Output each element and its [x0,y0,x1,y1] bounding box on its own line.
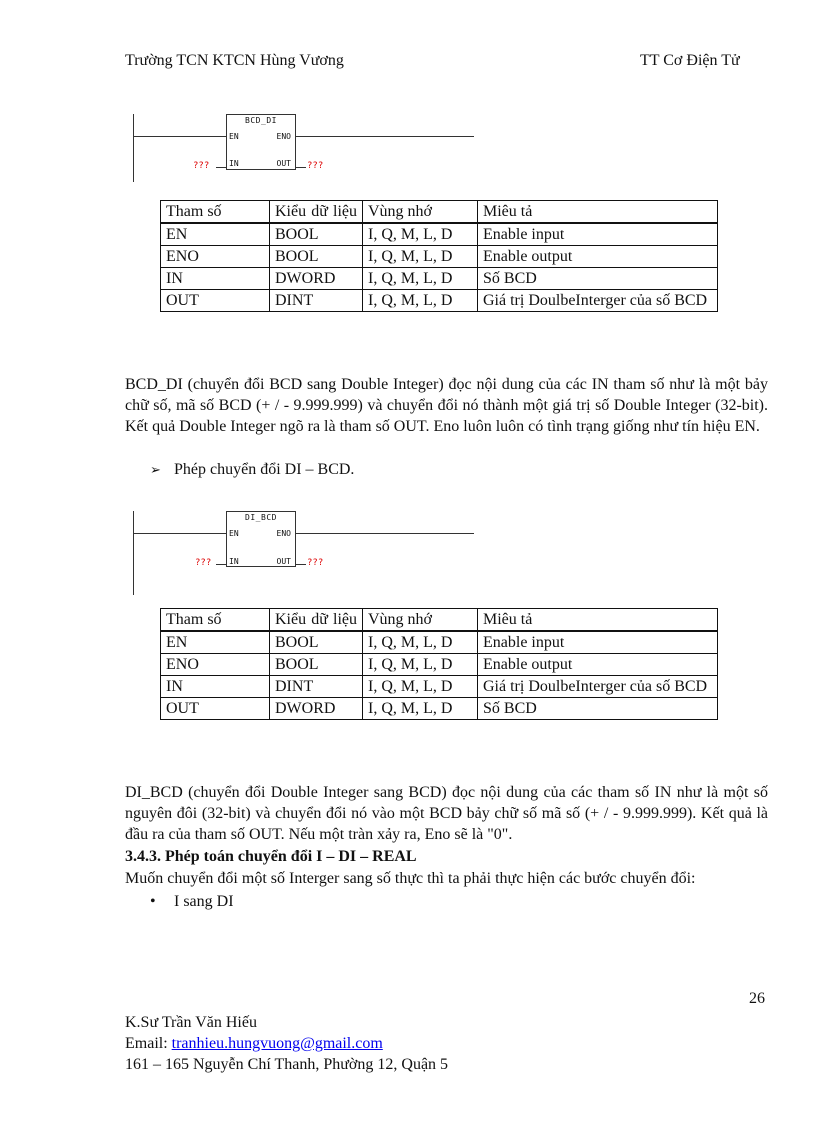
input-stub [216,167,226,168]
footer-author: K.Sư Trần Văn Hiếu [125,1014,257,1031]
table-cell: DINT [270,290,363,312]
table-cell: IN [161,268,270,290]
section-title: 3.4.3. Phép toán chuyển đổi I – DI – REAL [125,848,417,865]
table-cell: I, Q, M, L, D [363,268,478,290]
table-cell: I, Q, M, L, D [363,676,478,698]
power-rail [133,511,134,595]
table-cell: Giá trị DoulbeInterger của số BCD [478,290,718,312]
bullet-item [150,461,354,479]
paragraph-bcd-di: BCD_DI (chuyển đổi BCD sang Double Integer) đọc nội dung của các IN tham số như là một bảy chữ số, mã số BCD (+ / - 9.999.999) và chuyển đổi nó thành một giá trị số Double Integer (32-bit). Kết quả Double Integer ngõ ra là tham số OUT. Eno luôn luôn có tình trạng giống như tín hiệu EN. [125,376,768,435]
input-placeholder: ??? [193,161,210,171]
function-block-box [226,511,296,567]
table-row [161,290,718,312]
table-row [161,654,718,676]
table-cell: ENO [161,654,270,676]
dot-bullet-icon: • [150,893,156,910]
pin-out: OUT [276,159,291,168]
table-cell: I, Q, M, L, D [363,698,478,720]
page-number: 26 [749,990,765,1007]
block-name: DI_BCD [245,513,277,522]
paragraph-intro: Muốn chuyển đổi một số Interger sang số thực thì ta phải thực hiện các bước chuyển đổi: [125,870,696,887]
table-cell: I, Q, M, L, D [363,290,478,312]
pin-in: IN [229,159,239,168]
table-cell: BOOL [270,631,363,654]
table-row [161,631,718,654]
table-cell: I, Q, M, L, D [363,246,478,268]
table-cell: DWORD [270,268,363,290]
table-cell: Số BCD [478,268,718,290]
table-header-cell: Miêu tả [478,609,718,632]
table-cell: EN [161,223,270,246]
table-cell: BOOL [270,246,363,268]
pin-eno: ENO [276,529,291,538]
output-stub [296,564,306,565]
bullet-item [150,893,234,911]
table-header-row [161,201,718,224]
input-stub [216,564,226,565]
block-name: BCD_DI [245,116,277,125]
table-row [161,676,718,698]
table-cell: Số BCD [478,698,718,720]
table-header-cell: Vùng nhớ [363,609,478,632]
ladder-diagram-di-bcd [133,511,478,595]
pin-out: OUT [276,557,291,566]
table-cell: BOOL [270,223,363,246]
table-cell: Enable output [478,246,718,268]
table-header-cell: Vùng nhớ [363,201,478,224]
footer-email-label: Email: [125,1035,172,1052]
rung-line-right [296,533,474,534]
table-cell: Enable input [478,631,718,654]
arrow-bullet-icon: ➢ [150,463,161,478]
table-header-cell: Miêu tả [478,201,718,224]
bullet-text: I sang DI [174,893,234,910]
table-header-cell: Tham số [161,201,270,224]
table-row [161,268,718,290]
table-cell: ENO [161,246,270,268]
pin-in: IN [229,557,239,566]
table-cell: Enable input [478,223,718,246]
output-placeholder: ??? [307,161,324,171]
footer-email-line [125,1033,383,1054]
output-placeholder: ??? [307,558,324,568]
paragraph-di-bcd: DI_BCD (chuyển đổi Double Integer sang BCD) đọc nội dung của các tham số IN như là một số nguyên đôi (32-bit) và chuyển đổi nó vào một BCD bảy chữ số mã số (+ / - 9.999.999). Kết quả là đầu ra của tham số OUT. Nếu một tràn xảy ra, Eno sẽ là "0". [125,784,768,843]
power-rail [133,114,134,182]
table-cell: I, Q, M, L, D [363,631,478,654]
header-right: TT Cơ Điện Tử [640,52,740,69]
pin-en: EN [229,529,239,538]
pin-en: EN [229,132,239,141]
table-cell: Enable output [478,654,718,676]
table-header-cell: Kiểu dữ liệu [270,609,363,632]
table-cell: BOOL [270,654,363,676]
table-cell: DINT [270,676,363,698]
table-header-row [161,609,718,632]
table-row [161,223,718,246]
table-cell: EN [161,631,270,654]
parameter-table-di-bcd [160,608,718,720]
header-left: Trường TCN KTCN Hùng Vương [125,52,344,69]
rung-line-right [296,136,474,137]
table-header-cell: Tham số [161,609,270,632]
pin-eno: ENO [276,132,291,141]
footer-address: 161 – 165 Nguyễn Chí Thanh, Phường 12, Quận 5 [125,1056,449,1073]
rung-line-left [133,533,226,534]
rung-line-left [133,136,226,137]
function-block-box [226,114,296,170]
table-row [161,698,718,720]
parameter-table-bcd-di [160,200,718,312]
table-header-cell: Kiểu dữ liệu [270,201,363,224]
input-placeholder: ??? [195,558,212,568]
ladder-diagram-bcd-di [133,114,478,182]
bullet-text: Phép chuyển đổi DI – BCD. [174,461,355,478]
table-cell: Giá trị DoulbeInterger của số BCD [478,676,718,698]
table-cell: IN [161,676,270,698]
table-cell: OUT [161,698,270,720]
table-row [161,246,718,268]
table-cell: DWORD [270,698,363,720]
table-cell: I, Q, M, L, D [363,654,478,676]
footer-email-link[interactable]: tranhieu.hungvuong@gmail.com [171,1035,383,1052]
output-stub [296,167,306,168]
table-cell: I, Q, M, L, D [363,223,478,246]
table-cell: OUT [161,290,270,312]
